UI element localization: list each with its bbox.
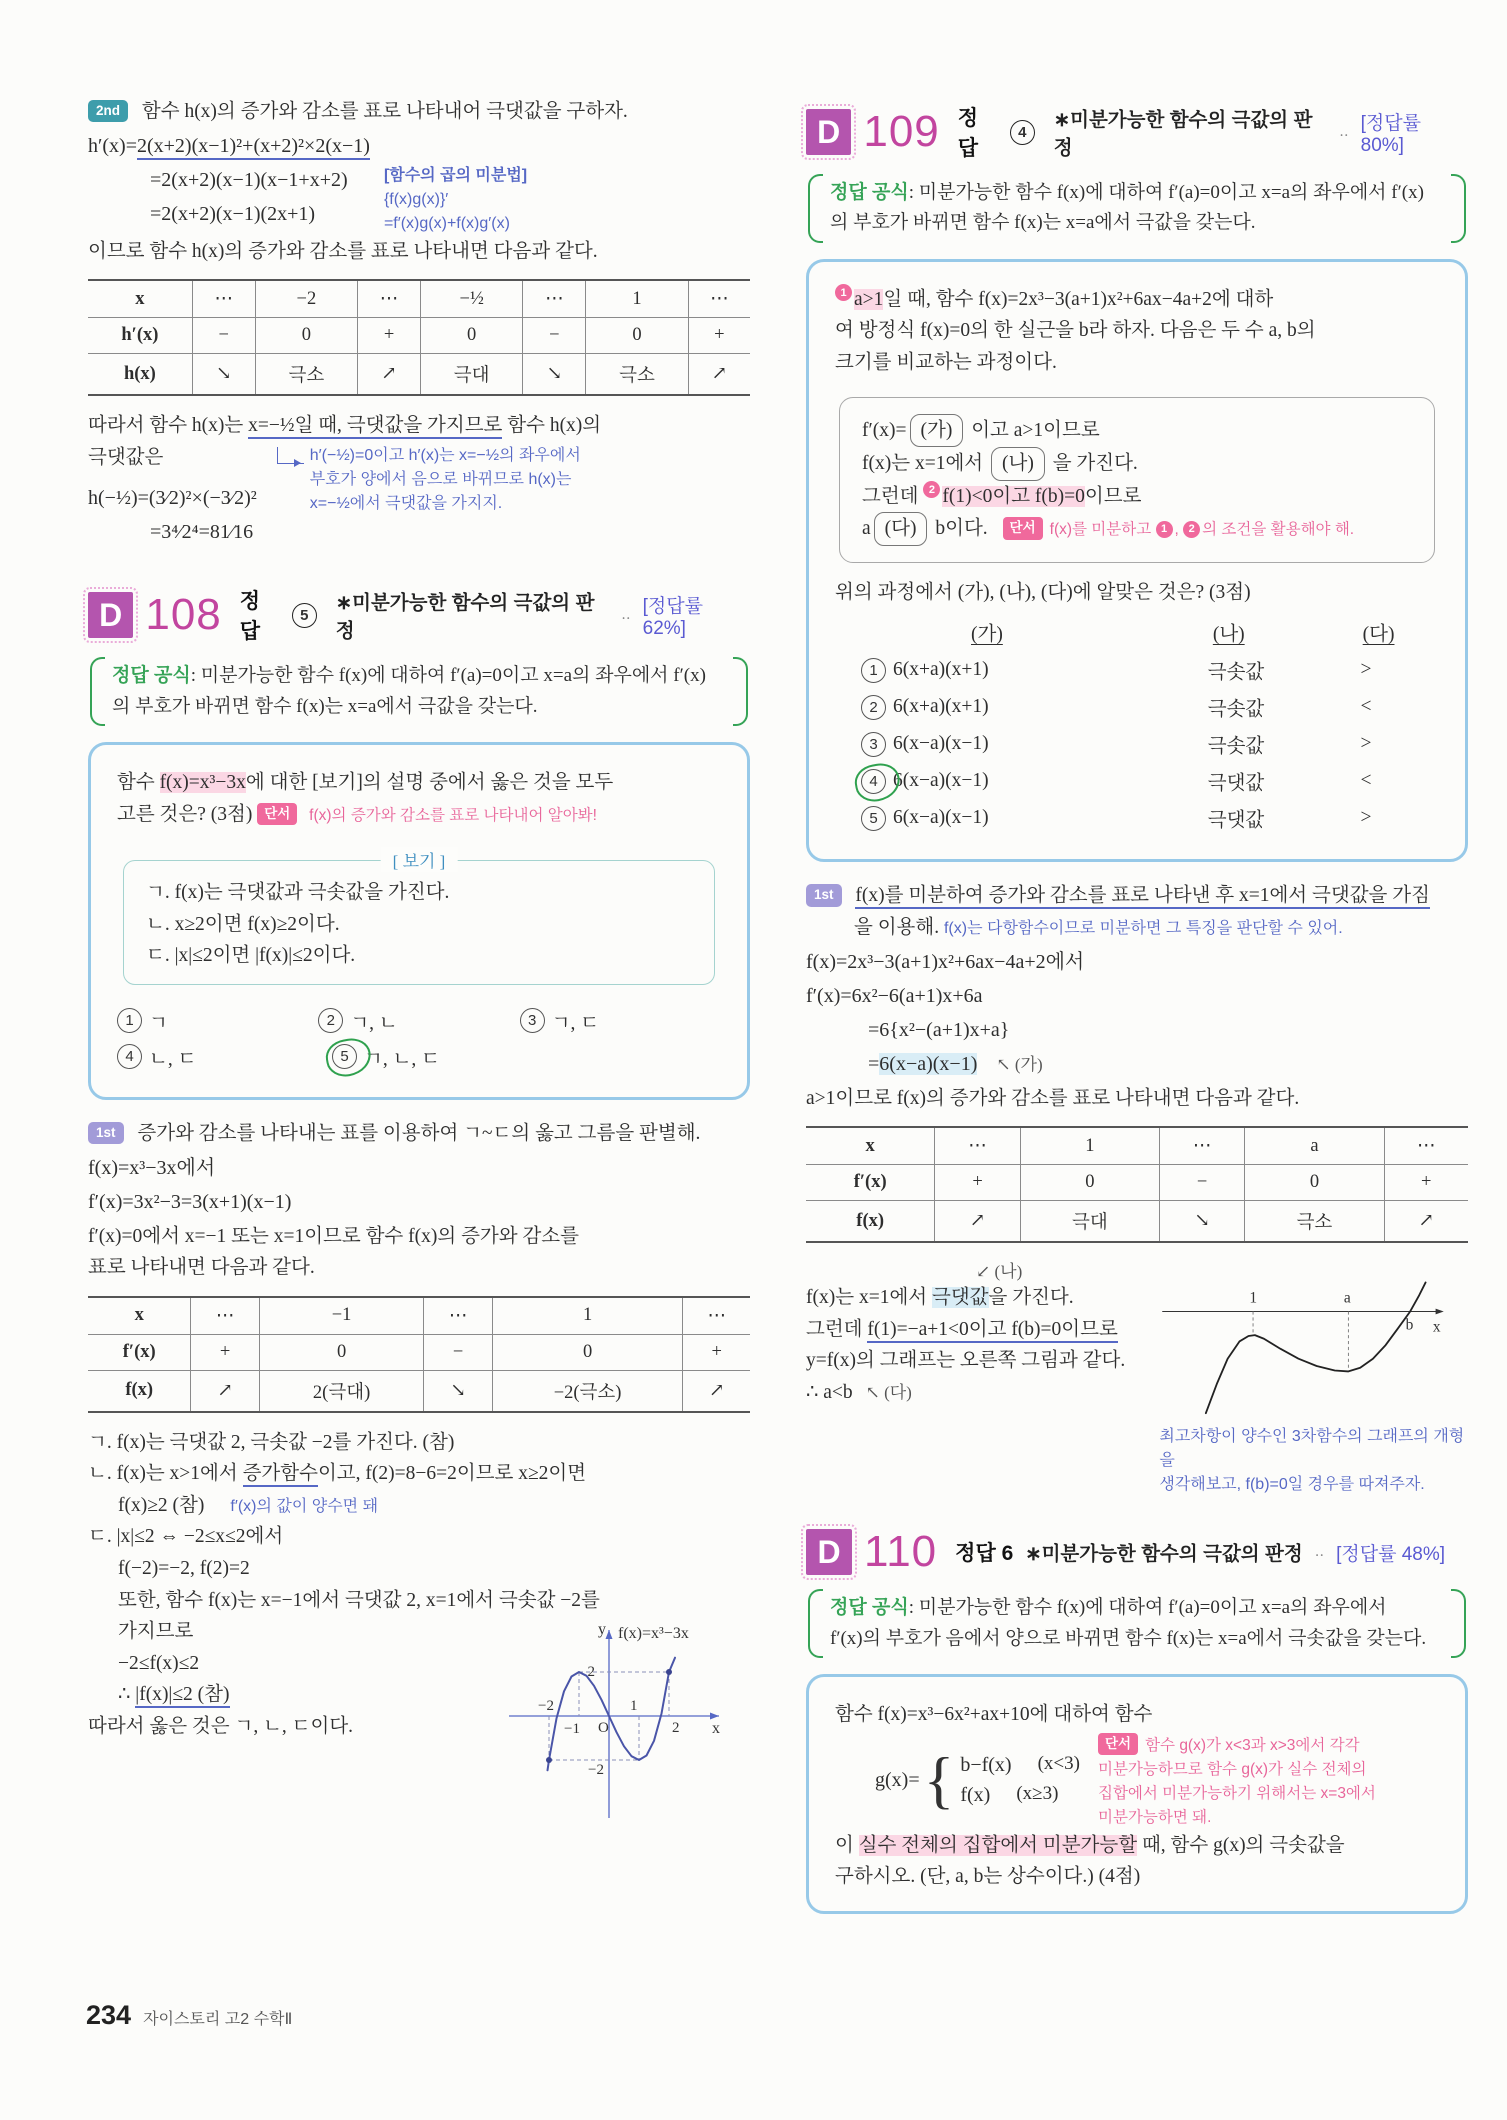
process-line: 그런데 2 f(1)<0이고 f(b)=0이므로: [862, 481, 1412, 513]
answer-number-circle: 4: [1010, 120, 1035, 145]
tick-1: 1: [1249, 1289, 1258, 1307]
header-ga: (가): [971, 624, 1003, 646]
table-row: h(x) ↘ 극소 ↗ 극대 ↘ 극소 ↗: [88, 354, 750, 396]
question-line: 위의 과정에서 (가), (나), (다)에 알맞은 것은? (3점): [835, 581, 1251, 603]
pink-highlight: 실수 전체의 집합에서 미분가능할: [858, 1834, 1138, 1856]
pink-highlight: f(1)<0이고 f(b)=0: [942, 485, 1085, 507]
dots-separator: ‥: [1339, 124, 1349, 140]
note-line: 부호가 양에서 음으로 바뀌므로 h(x)는: [309, 470, 572, 488]
right-column: [806, 96, 1468, 1932]
piecewise-with-note: [835, 1731, 1439, 1830]
table-row: f(x) ↗ 극대 ↘ 극소 ↗: [806, 1201, 1468, 1243]
answer-rate: [정답률 48%]: [1336, 1543, 1446, 1565]
process-box: [839, 397, 1435, 563]
step-title: 증가와 감소를 나타내는 표를 이용하여 ㄱ~ㄷ의 옳고 그름을 판별해.: [137, 1122, 701, 1144]
note-line: {f(x)g(x)}′: [383, 190, 449, 208]
bogi-item-d: ㄷ. |x|≤2이면 |f(x)|≤2이다.: [146, 945, 356, 967]
callout-ga: ↖ (가): [996, 1054, 1043, 1074]
increasing-note: f′(x)의 값이 양수면 돼: [230, 1497, 379, 1515]
problem-box-d108: [88, 742, 750, 1100]
answer-label: 정답 6: [955, 1542, 1014, 1566]
paragraph: a>1이므로 f(x)의 증가와 감소를 표로 나타내면 다음과 같다.: [806, 1087, 1300, 1109]
formula-label: 정답 공식: [830, 1597, 909, 1619]
analysis-n-line2: f(x)≥2 (참): [118, 1494, 205, 1516]
problem-box-d109: [806, 259, 1468, 863]
derivative-work-block: [88, 128, 750, 236]
conclusion-line: 따라서 함수 h(x)는 x=−½일 때, 극댓값을 가지므로 함수 h(x)의: [88, 410, 750, 442]
equation-line: =2(x+2)(x−1)(2x+1): [150, 202, 316, 225]
analysis-g: ㄱ. f(x)는 극댓값 2, 극솟값 −2를 가진다. (참): [88, 1431, 455, 1453]
underlined-text: 증가함수: [243, 1463, 318, 1487]
sign-table-h: [88, 279, 750, 396]
option-1: 1 ㄱ: [117, 1007, 318, 1035]
dots-separator: ‥: [1314, 1544, 1325, 1560]
cubic-graph-d109: [1153, 1257, 1453, 1425]
options-table: [861, 618, 1439, 832]
problem-header-d109: [806, 102, 1468, 162]
blank-da: (다): [874, 512, 928, 546]
options-header: [861, 618, 1439, 646]
discussion-lines: [806, 1257, 1145, 1497]
piece-2: f(x) (x≥3): [960, 1783, 1059, 1807]
equation-line: f(x)=2x³−3(a+1)x²+6ax−4a+2에서: [806, 950, 1085, 973]
pink-number-2: 2: [1183, 521, 1200, 538]
step-badge-1st: 1st: [88, 1122, 124, 1144]
table-row: f′(x) + 0 − 0 +: [806, 1165, 1468, 1201]
tick-a: a: [1344, 1289, 1352, 1307]
tick-1-x: 1: [630, 1698, 638, 1715]
option-row-3: 3 6(x−a)(x−1) 극솟값 >: [861, 730, 1439, 758]
table-row: h′(x) − 0 + 0 − 0 +: [88, 318, 750, 354]
gx-label: g(x)=: [875, 1768, 920, 1791]
problem-number: 109: [863, 107, 940, 156]
analysis-d-line: −2≤f(x)≤2: [118, 1652, 200, 1674]
polynomial-note: f(x)는 다항함수이므로 미분하면 그 특징을 판단할 수 있어.: [943, 919, 1343, 937]
problem-text-line: 함수 f(x)=x³−3x에 대한 [보기]의 설명 중에서 옳은 것을 모두: [117, 772, 614, 794]
option-row-5: 5 6(x−a)(x−1) 극댓값 >: [861, 804, 1439, 832]
final-block-with-graph: [88, 1616, 750, 1836]
table-intro: 이므로 함수 h(x)의 증가와 감소를 표로 나타내면 다음과 같다.: [88, 240, 598, 262]
cue-badge: 단서: [1003, 517, 1043, 539]
sentence: 그런데 f(1)=−a+1<0이고 f(b)=0이므로: [806, 1314, 1145, 1346]
topic-title: ∗미분가능한 함수의 극값의 판정: [1053, 109, 1313, 159]
tick-minus2-x: −2: [538, 1698, 554, 1715]
blue-highlight: 극댓값: [932, 1287, 989, 1309]
paragraph: 표로 나타내면 다음과 같다.: [88, 1257, 315, 1279]
answer-label: 정답: [957, 107, 979, 160]
analysis-d-line: 또한, 함수 f(x)는 x=−1에서 극댓값 2, x=1에서 극솟값 −2를: [118, 1589, 600, 1611]
curve-label: f(x)=x³−3x: [618, 1625, 689, 1643]
equation-line: f(x)=x³−3x에서: [88, 1156, 216, 1179]
equation-line: h(−½)=(3⁄2)²×(−3⁄2)²: [88, 487, 257, 510]
problem-header-d110: [806, 1527, 1468, 1577]
tick-minus1-x: −1: [564, 1721, 580, 1738]
brace: {: [923, 1744, 955, 1816]
option-5-answer: 5 ㄱ, ㄴ, ㄷ: [332, 1043, 547, 1071]
tick-2: 2: [587, 1664, 595, 1681]
equation-line: f′(x)=3x²−3=3(x+1)(x−1): [88, 1190, 292, 1213]
underlined-step-title: f(x)를 미분하여 증가와 감소를 표로 나타낸 후 x=1에서 극댓값을 가짐: [855, 885, 1430, 909]
option-3: 3 ㄱ, ㄷ: [520, 1007, 721, 1035]
axis-label-y: y: [598, 1621, 606, 1639]
process-line: a (다) b이다. 단서 f(x)를 미분하고 1 , 2 의 조건을 활용해야 해.: [862, 512, 1412, 546]
analysis-d-line: f(−2)=−2, f(2)=2: [118, 1558, 250, 1580]
process-line: f′(x)= (가) 이고 a>1이므로: [862, 414, 1412, 448]
problem-header-d108: [88, 585, 750, 645]
maximum-reason-note: [277, 444, 581, 552]
answer-formula-box-d109: 정답 공식: 미분가능한 함수 f(x)에 대하여 f′(a)=0이고 x=a의 좌우에서 f′(x) 의 부호가 바뀌면 함수 f(x)는 x=a에서 극값을 갖는다.: [808, 174, 1466, 243]
tick-minus2-y: −2: [588, 1762, 604, 1779]
equation-line: =6(x−a)(x−1) ↖ (가): [868, 1052, 1043, 1075]
dots-separator: ‥: [621, 607, 631, 623]
table-row: f′(x) + 0 − 0 +: [88, 1334, 750, 1370]
section-2nd-title-row: [88, 96, 750, 128]
problem-number: 108: [145, 590, 222, 640]
step-1st-title-row: [88, 1118, 750, 1150]
analysis-n-line2-row: [88, 1490, 750, 1522]
axis-label-x: x: [712, 1720, 720, 1738]
note-line: h′(−½)=0이고 h′(x)는 x=−½의 좌우에서: [277, 444, 581, 468]
bogi-item-g: ㄱ. f(x)는 극댓값과 극솟값을 가진다.: [146, 882, 450, 904]
problem-text-line: 이 실수 전체의 집합에서 미분가능할 때, 함수 g(x)의 극솟값을: [835, 1834, 1345, 1856]
section-2nd-title: 함수 h(x)의 증가와 감소를 표로 나타내어 극댓값을 구하자.: [141, 101, 628, 122]
maximum-value-block: [88, 442, 750, 552]
blank-ga: (가): [910, 414, 964, 448]
cue-note: f(x)의 증가와 감소를 표로 나타내어 알아봐!: [309, 806, 597, 824]
step-1st-title-row: [806, 880, 1468, 912]
equation-line: =6{x²−(a+1)x+a}: [868, 1018, 1010, 1041]
analysis-d-line: 가지므로: [118, 1621, 194, 1643]
pink-highlight: f(x)=x³−3x: [159, 772, 246, 794]
table-row: x ⋯ 1 ⋯ a ⋯: [806, 1127, 1468, 1165]
step-badge-1st: 1st: [806, 884, 842, 906]
formula-label: 정답 공식: [112, 665, 191, 687]
option-row-4-answer: 4 6(x−a)(x−1) 극댓값 <: [861, 767, 1439, 795]
note-and-graph: [1153, 1257, 1468, 1497]
sign-table-f: [88, 1296, 750, 1413]
table-row: x ⋯ −2 ⋯ −½ ⋯ 1 ⋯: [88, 280, 750, 318]
cue-badge: 단서: [257, 803, 297, 825]
cubic-graph-x3-3x: [494, 1616, 744, 1836]
process-line: f(x)는 x=1에서 (나) 을 가진다.: [862, 447, 1412, 481]
book-title: 자이스토리 고2 수학Ⅱ: [143, 2011, 293, 2028]
problem-text-line: 크기를 비교하는 과정이다.: [835, 351, 1057, 373]
bogi-item-n: ㄴ. x≥2이면 f(x)≥2이다.: [146, 913, 340, 935]
elbow-arrow-icon: [277, 447, 304, 464]
final-conclusion: 따라서 옳은 것은 ㄱ, ㄴ, ㄷ이다.: [88, 1715, 354, 1737]
origin-label: O: [598, 1720, 609, 1737]
product-rule-note: [384, 164, 527, 236]
equations: [88, 128, 370, 236]
tick-2-x: 2: [672, 1720, 680, 1737]
step-badge-2nd: 2nd: [88, 100, 128, 122]
pink-number-2: 2: [923, 481, 940, 498]
analysis-d-line: ㄷ. |x|≤2 ⇔ −2≤x≤2에서: [88, 1526, 284, 1548]
answer-rate: [정답률 62%]: [642, 595, 703, 639]
formula-label: 정답 공식: [830, 182, 909, 203]
option-row-1: 1 6(x+a)(x+1) 극솟값 >: [861, 656, 1439, 684]
page-footer: [86, 2000, 292, 2031]
d-badge: D: [806, 1529, 852, 1575]
sentence: ∴ a<b ↖ (다): [806, 1381, 912, 1403]
answer-mark-circle: 4: [861, 769, 893, 794]
answer-label: 정답: [239, 590, 261, 644]
answer-rate: [정답률 80%]: [1360, 112, 1421, 156]
problem-text-line: 여 방정식 f(x)=0의 한 실근을 b라 하자. 다음은 두 수 a, b의: [835, 320, 1316, 342]
header-da: (다): [1362, 624, 1395, 646]
topic-title: ∗미분가능한 함수의 극값의 판정: [1025, 1543, 1303, 1566]
underlined-text: x=−½일 때, 극댓값을 가지므로: [248, 415, 502, 439]
left-column: [88, 96, 750, 1932]
paragraph: f′(x)=0에서 x=−1 또는 x=1이므로 함수 f(x)의 증가와 감소를: [88, 1225, 579, 1247]
option-4: 4 ㄴ, ㄷ: [117, 1043, 332, 1071]
equation-line: f′(x)=6x²−6(a+1)x+6a: [806, 984, 983, 1007]
answer-formula-box-d108: 정답 공식: 미분가능한 함수 f(x)에 대하여 f′(a)=0이고 x=a의 좌우에서 f′(x) 의 부호가 바뀌면 함수 f(x)는 x=a에서 극값을 갖는다.: [90, 657, 748, 726]
equation-line: =2(x+2)(x−1)(x−1+x+2): [150, 168, 348, 191]
d-badge: D: [806, 109, 851, 155]
axis-label-x: x: [1433, 1318, 1441, 1336]
equation-line: h′(x)=2(x+2)(x−1)²+(x+2)²×2(x−1): [88, 131, 370, 162]
graph-discussion-block: [806, 1257, 1468, 1497]
page-number: 234: [86, 2000, 132, 2030]
pink-number-1: 1: [835, 284, 852, 301]
problem-text-line: 고른 것은? (3점) 단서 f(x)의 증가와 감소를 표로 나타내어 알아봐!: [117, 803, 597, 825]
cubic-shape-note: 최고차항이 양수인 3차함수의 그래프의 개형을 생각해보고, f(b)=0일 경우를 따져주자.: [1159, 1428, 1465, 1494]
blue-highlight: 6(x−a)(x−1): [879, 1052, 978, 1075]
pink-number-1: 1: [1156, 521, 1173, 538]
cue-note: f(x)를 미분하고 1 , 2 의 조건을 활용해야 해.: [1049, 521, 1355, 539]
note-title: [함수의 곱의 미분법]: [383, 166, 528, 184]
note-line: =f′(x)g(x)+f(x)g′(x): [383, 214, 510, 232]
problem-text-line: 구하시오. (단, a, b는 상수이다.) (4점): [835, 1866, 1141, 1888]
topic-title: ∗미분가능한 함수의 극값의 판정: [335, 592, 595, 643]
underlined-expression: 2(x+2)(x−1)²+(x+2)²×2(x−1): [137, 135, 370, 160]
analysis-n-line1: ㄴ. f(x)는 x>1에서 증가함수이고, f(2)=8−6=2이므로 x≥2이면: [88, 1458, 750, 1490]
problem-number: 110: [864, 1527, 938, 1577]
label-line: 극댓값은: [88, 446, 164, 468]
table-row: f(x) ↗ 2(극대) ↘ −2(극소) ↗: [88, 1370, 750, 1412]
table-row: x ⋯ −1 ⋯ 1 ⋯: [88, 1297, 750, 1335]
cue-note-block: 단서 함수 g(x)가 x<3과 x>3에서 각각 미분가능하므로 함수 g(x)가 실수 전체의 집합에서 미분가능하기 위해서는 x=3에서 미분가능하면 돼.: [1098, 1733, 1376, 1830]
note-line: x=−½에서 극댓값을 가지지.: [309, 494, 503, 512]
answer-formula-box-d110: 정답 공식: 미분가능한 함수 f(x)에 대하여 f′(a)=0이고 x=a의 좌우에서 f′(x)의 부호가 음에서 양으로 바뀌면 함수 f(x)는 x=a에서 극솟값을 갖는다.: [808, 1589, 1466, 1658]
step-title-cont: 을 이용해. f(x)는 다항함수이므로 미분하면 그 특징을 판단할 수 있어.: [854, 916, 1343, 938]
d-badge: D: [88, 592, 133, 638]
problem-text-line: 1 a>1일 때, 함수 f(x)=2x³−3(a+1)x²+6ax−4a+2에 대하: [835, 284, 1439, 316]
header-na: (나): [1212, 624, 1245, 646]
final-lines: [88, 1616, 488, 1836]
problem-box-d110: [806, 1674, 1468, 1914]
answer-number-circle: 5: [292, 603, 317, 628]
equation-line: =3⁴⁄2⁴=81⁄16: [150, 521, 254, 544]
callout-da: ↖ (다): [865, 1382, 912, 1402]
sentence: f(x)는 x=1에서 극댓값을 가진다.: [806, 1287, 1074, 1309]
piece-1: b−f(x) (x<3): [960, 1753, 1080, 1777]
bogi-title: [ 보기 ]: [381, 847, 458, 872]
answer-mark-circle: 5: [332, 1044, 364, 1069]
problem-text-line: 함수 f(x)=x³−6x²+ax+10에 대하여 함수: [835, 1703, 1153, 1725]
maximum-value-equations: [88, 442, 257, 552]
cue-badge: 단서: [1098, 1733, 1138, 1755]
analysis-d-conclusion: ∴ |f(x)|≤2 (참): [118, 1679, 488, 1711]
blank-na: (나): [991, 447, 1045, 481]
bogi-box: [123, 852, 715, 985]
underlined-text: |f(x)|≤2 (참): [135, 1684, 229, 1708]
options-row-1: [117, 1007, 721, 1035]
pink-highlight: a>1: [854, 288, 884, 310]
option-2: 2 ㄱ, ㄴ: [318, 1007, 519, 1035]
tick-b: b: [1405, 1316, 1414, 1334]
options-row-2: [117, 1043, 721, 1071]
sentence: y=f(x)의 그래프는 오른쪽 그림과 같다.: [806, 1350, 1126, 1372]
piecewise-function: [875, 1739, 1080, 1822]
underlined-text: f(1)=−a+1<0이고 f(b)=0이므로: [867, 1319, 1117, 1343]
sign-table-f109: [806, 1126, 1468, 1243]
option-row-2: 2 6(x+a)(x+1) 극솟값 <: [861, 693, 1439, 721]
callout-na: ↙ (나): [976, 1262, 1023, 1282]
